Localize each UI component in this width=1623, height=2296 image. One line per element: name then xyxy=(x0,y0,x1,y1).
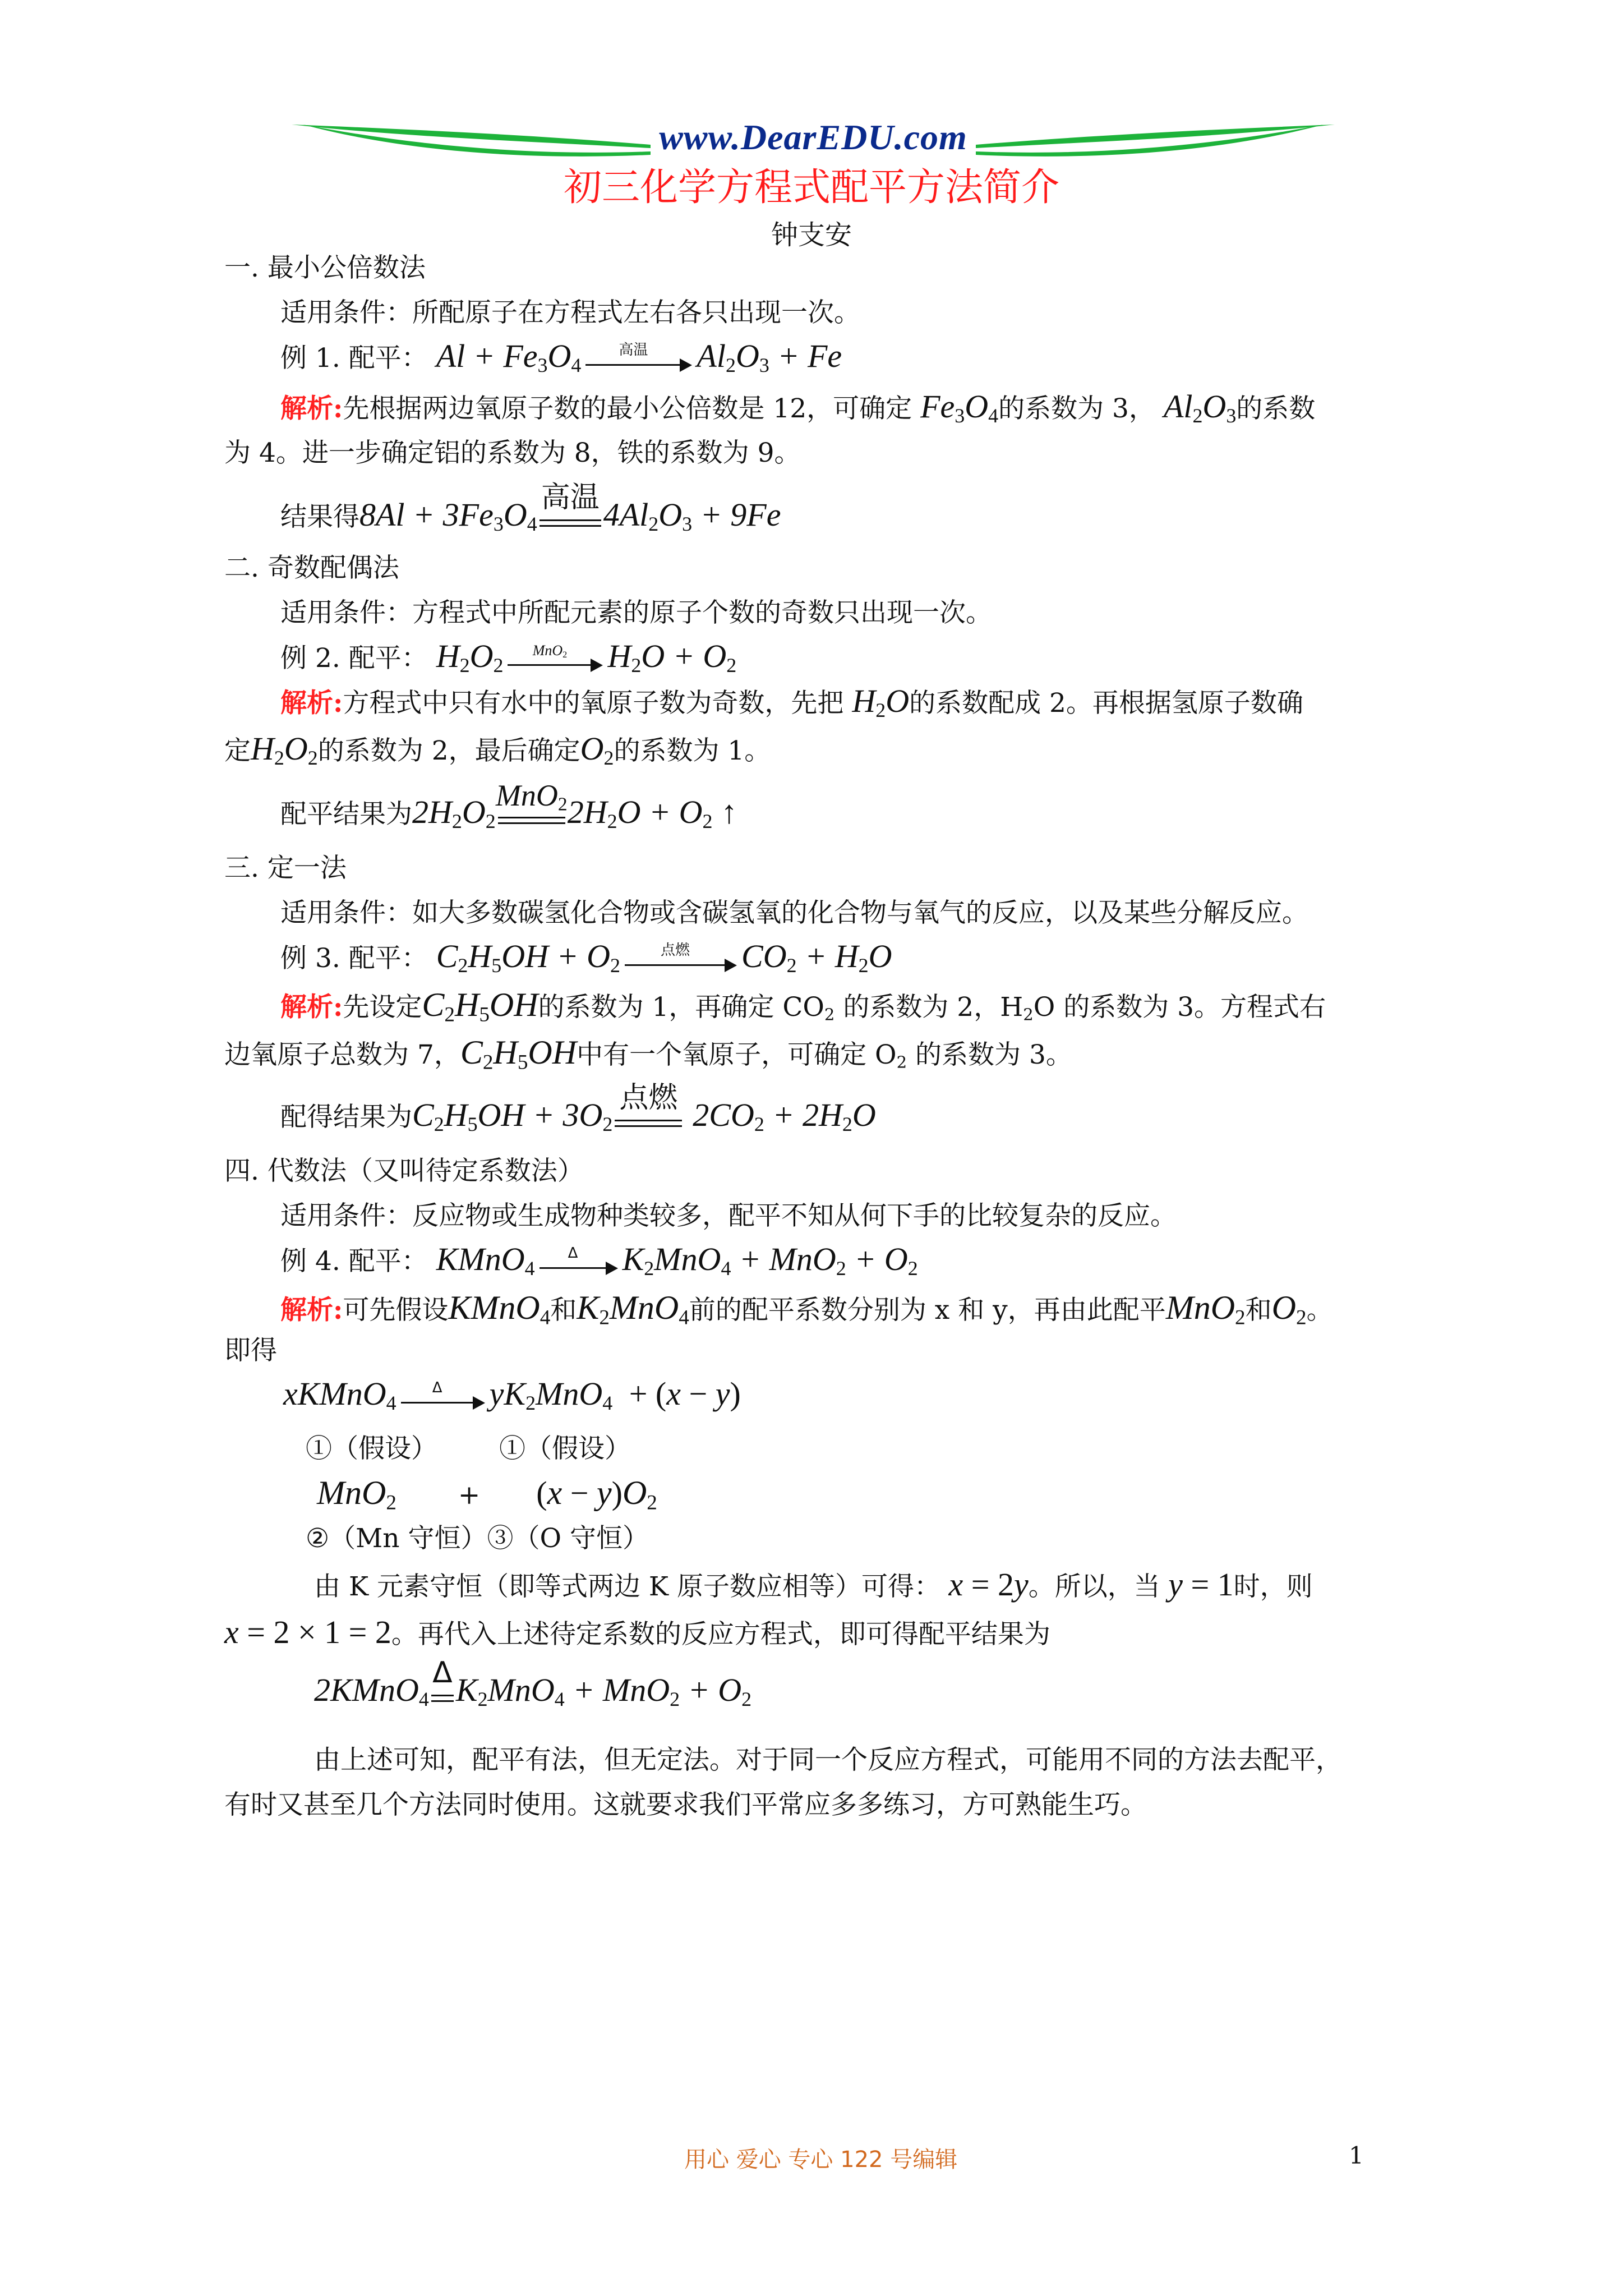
algebra-equation-2: $MnO_2 + (x - y)O_2$ xyxy=(317,1474,657,1515)
analysis-2-line2: 定$H_2O_2$的系数为 2，最后确定$O_2$的系数为 1。 xyxy=(224,730,771,769)
page-number: 1 xyxy=(1349,2142,1364,2169)
algebra-equation-1: xKMnO$_4$ Δ $yK_2MnO_4 + (x - y)$ xyxy=(283,1375,741,1414)
example-3: 例 3. 配平： $C_2H_5OH + O_2$ 点燃 $CO_2 + H_2O$ xyxy=(280,938,892,977)
equals-sign: 点燃 xyxy=(615,1083,682,1137)
result-1: 结果得$8Al + 3Fe_3O_4$ 高温 $4Al_2O_3 + 9Fe$ xyxy=(280,482,781,536)
assume-labels: ①（假设） ①（假设） xyxy=(306,1433,631,1464)
result-3: 配得结果为$C_2H_5OH + 3O_2$ 点燃 $2CO_2 + 2H_2O$ xyxy=(280,1083,876,1137)
page-title: 初三化学方程式配平方法简介 xyxy=(563,165,1059,210)
section-2-heading: 二. 奇数配偶法 xyxy=(224,553,399,583)
footer-text: 用心 爱心 专心 122 号编辑 xyxy=(684,2147,958,2173)
conclusion-line1: 由上述可知，配平有法，但无定法。对于同一个反应方程式，可能用不同的方法去配平， xyxy=(314,1745,1342,1775)
analysis-1-line2: 为 4。进一步确定铝的系数为 8，铁的系数为 9。 xyxy=(224,438,801,468)
reaction-arrow: MnO$_2$ xyxy=(508,646,603,674)
section-4-condition: 适用条件：反应物或生成物种类较多，配平不知从何下手的比较复杂的反应。 xyxy=(280,1200,1177,1231)
gas-up-arrow: ↑ xyxy=(721,793,737,830)
analysis-1-line1: 解析:先根据两边氧原子数的最小公倍数是 12，可确定 $Fe_3O_4$的系数为 3， $Al_2O_3$的系数 xyxy=(280,388,1316,427)
result-2: 配平结果为$2H_2O_2$ MnO$_2$ $2H_2O + O_2$ ↑ xyxy=(280,780,737,834)
k-conservation-line1: 由 K 元素守恒（即等式两边 K 原子数应相等）可得： x = 2y。所以，当 y = 1时，则 xyxy=(314,1566,1313,1603)
reaction-arrow: Δ xyxy=(401,1384,485,1412)
k-conservation-line2: x = 2 × 1 = 2。再代入上述待定系数的反应方程式，即可得配平结果为 xyxy=(224,1614,1050,1650)
equals-sign: MnO$_2$ xyxy=(498,780,565,834)
analysis-3-line1: 解析:先设定$C_2H_5OH$的系数为 1，再确定 $CO_2$ 的系数为 2，$H_2O$ 的系数为 3。方程式右 xyxy=(280,986,1326,1027)
conservation-labels: ②（Mn 守恒）③（O 守恒） xyxy=(306,1523,649,1554)
reaction-arrow: 点燃 xyxy=(625,946,737,974)
analysis-4-line1: 解析:可先假设KMnO$_4$和$K_2MnO_4$前的配平系数分别为 x 和 y，再由此配平MnO$_2$和$O_2$。 xyxy=(280,1289,1333,1329)
analysis-3-line2: 边氧原子总数为 7，$C_2H_5OH$中有一个氧原子，可确定 $O_2$ 的系数为 3。 xyxy=(224,1034,1072,1074)
equals-sign: 高温 xyxy=(540,482,601,536)
author: 钟支安 xyxy=(771,219,852,251)
section-3-heading: 三. 定一法 xyxy=(224,853,347,884)
analysis-2-line1: 解析:方程式中只有水中的氧原子数为奇数，先把 $H_2O$的系数配成 2。再根据氢原子数确 xyxy=(280,683,1303,721)
example-1: 例 1. 配平： $Al + Fe_3O_4$ 高温 $Al_2O_3 + Fe$ xyxy=(280,338,842,376)
site-logo-text: www.DearEDU.com xyxy=(659,117,967,157)
reaction-arrow: Δ xyxy=(540,1249,618,1277)
equals-sign: Δ xyxy=(431,1658,454,1711)
section-3-condition: 适用条件：如大多数碳氢化合物或含碳氢氧的化合物与氧气的反应，以及某些分解反应。 xyxy=(280,898,1308,928)
reaction-arrow: 高温 xyxy=(585,346,692,374)
result-4: 2KMnO$_4$ Δ $K_2MnO_4 + MnO_2 + O_2$ xyxy=(314,1658,751,1711)
example-4: 例 4. 配平： KMnO$_4$ Δ $K_2MnO_4 + MnO_2 + O_2$ xyxy=(280,1241,918,1280)
example-2: 例 2. 配平： $H_2O_2$ MnO$_2$ $H_2O + O_2$ xyxy=(280,638,737,677)
section-2-condition: 适用条件：方程式中所配元素的原子个数的奇数只出现一次。 xyxy=(280,597,992,628)
analysis-4-line2: 即得 xyxy=(224,1335,277,1366)
section-4-heading: 四. 代数法（又叫待定系数法） xyxy=(224,1156,584,1186)
section-1-heading: 一. 最小公倍数法 xyxy=(224,252,426,283)
section-1-condition: 适用条件：所配原子在方程式左右各只出现一次。 xyxy=(280,297,860,328)
conclusion-line2: 有时又甚至几个方法同时使用。这就要求我们平常应多多练习，方可熟能生巧。 xyxy=(224,1789,1147,1820)
